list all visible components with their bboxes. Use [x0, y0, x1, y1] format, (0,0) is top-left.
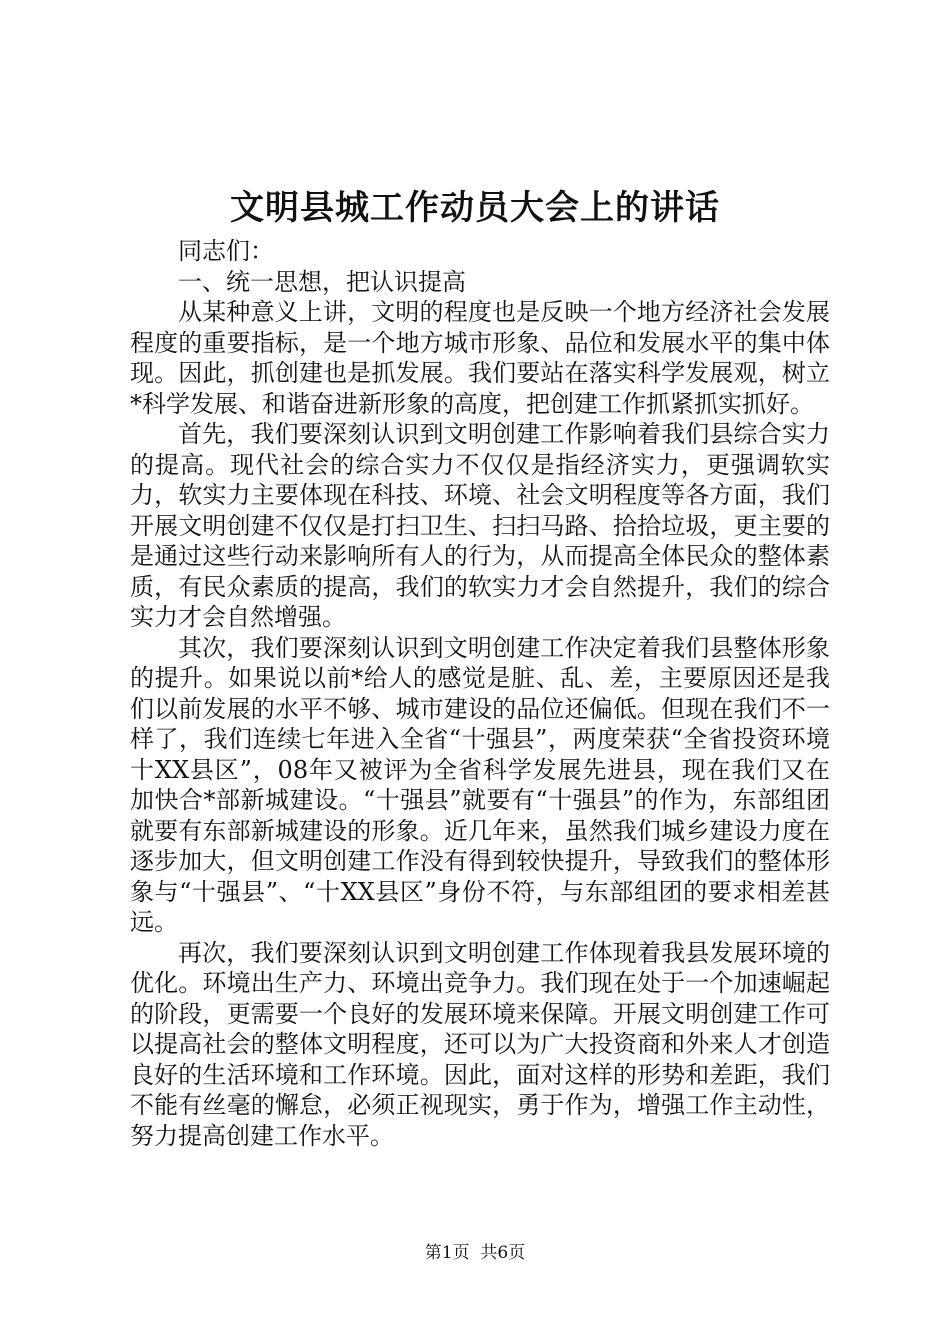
body-paragraph: 首先，我们要深刻认识到文明创建工作影响着我们县综合实力的提高。现代社会的综合实力不仅仅是指经济实力，更强调软实力，软实力主要体现在科技、环境、社会文明程度等各方面，我们开展文明创建不仅仅是打扫卫生、扫扫马路、拾拾垃圾，更主要的是通过这些行动来影响所有人的行为，从而提高全体民众的整体素质，有民众素质的提高，我们的软实力才会自然提升，我们的综合实力才会自然增强。 — [130, 420, 830, 631]
document-body — [130, 236, 830, 1151]
body-paragraph: 再次，我们要深刻认识到文明创建工作体现着我县发展环境的优化。环境出生产力、环境出竞争力。我们现在处于一个加速崛起的阶段，更需要一个良好的发展环境来保障。开展文明创建工作可以提高社会的整体文明程度，还可以为广大投资商和外来人才创造良好的生活环境和工作环境。因此，面对这样的形势和差距，我们不能有丝毫的懈怠，必须正视现实，勇于作为，增强工作主动性，努力提高创建工作水平。 — [130, 938, 830, 1150]
page-footer — [0, 1241, 950, 1265]
body-paragraph: 从某种意义上讲，文明的程度也是反映一个地方经济社会发展程度的重要指标，是一个地方城市形象、品位和发展水平的集中体现。因此，抓创建也是抓发展。我们要站在落实科学发展观，树立*科学发展、和谐奋进新形象的高度，把创建工作抓紧抓实抓好。 — [130, 298, 830, 418]
document-title: 文明县城工作动员大会上的讲话 — [230, 188, 720, 228]
page-number-label: 第1页 共6页 — [424, 1243, 526, 1263]
salutation-paragraph: 同志们： — [178, 237, 274, 265]
body-paragraph: 其次，我们要深刻认识到文明创建工作决定着我们县整体形象的提升。如果说以前*给人的感觉是脏、乱、差，主要原因还是我们以前发展的水平不够、城市建设的品位还偏低。但现在我们不一样了，我们连续七年进入全省“十强县”，两度荣获“全省投资环境十XX县区”，08年又被评为全省科学发展先进县，现在我们又在加快合*部新城建设。“十强县”就要有“十强县”的作为，东部组团就要有东部新城建设的形象。近几年来，虽然我们城乡建设力度在逐步加大，但文明创建工作没有得到较快提升，导致我们的整体形象与“十强县”、“十XX县区”身份不符，与东部组团的要求相差甚远。 — [130, 633, 830, 936]
section-heading: 一、统一思想，把认识提高 — [178, 267, 466, 296]
